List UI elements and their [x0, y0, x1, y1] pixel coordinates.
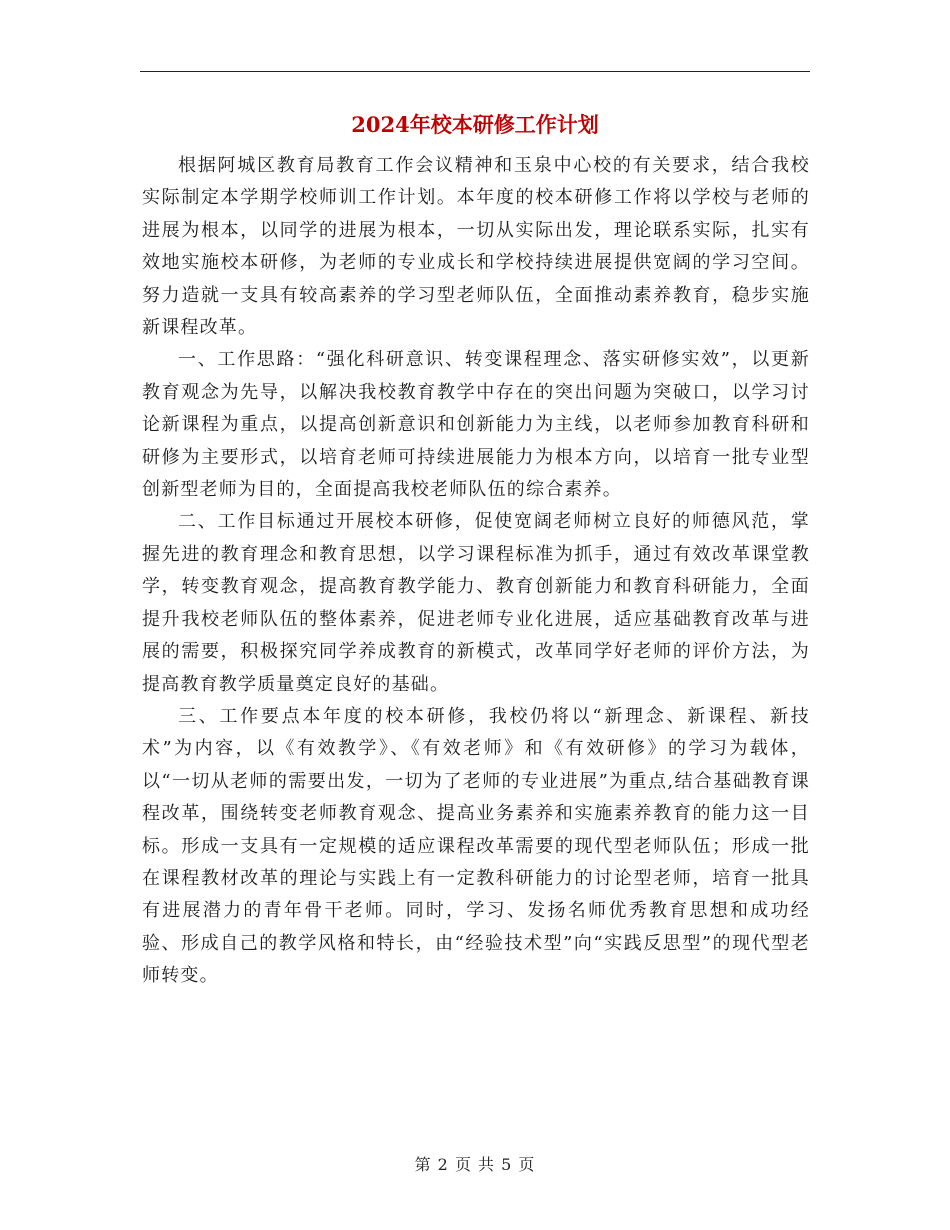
page-number: 第 2 页 共 5 页	[414, 1155, 536, 1174]
paragraph-work-goals: 二、工作目标通过开展校本研修，促使宽阔老师树立良好的师德风范，掌握先进的教育理念和教育思想，以学习课程标准为抓手，通过有效改革课堂教学，转变教育观念，提高教育教学能力、教育创新能力和教育科研能力，全面提升我校老师队伍的整体素养，促进老师专业化进展，适应基础教育改革与进展的需要，积极探究同学养成教育的新模式，改革同学好老师的评价方法，为提高教育教学质量奠定良好的基础。	[142, 511, 810, 695]
document-title: 2024年校本研修工作计划	[351, 112, 599, 137]
paragraph-intro: 根据阿城区教育局教育工作会议精神和玉泉中心校的有关要求，结合我校实际制定本学期学校师训工作计划。本年度的校本研修工作将以学校与老师的进展为根本，以同学的进展为根本，一切从实际出发，理论联系实际，扎实有效地实施校本研修，为老师的专业成长和学校持续进展提供宽阔的学习空间。努力造就一支具有较高素养的学习型老师队伍，全面推动素养教育，稳步实施新课程改革。	[142, 155, 810, 339]
paragraph-work-key-points: 三、工作要点本年度的校本研修，我校仍将以“新理念、新课程、新技术”为内容，以《有效教学》、《有效老师》和《有效研修》的学习为载体，以“一切从老师的需要出发，一切为了老师的专业进展”为重点,结合基础教育课程改革，围绕转变老师教育观念、提高业务素养和实施素养教育的能力这一目标。形成一支具有一定规模的适应课程改革需要的现代型老师队伍；形成一批在课程教材改革的理论与实践上有一定教科研能力的讨论型老师，培育一批具有进展潜力的青年骨干老师。同时，学习、发扬名师优秀教育思想和成功经验、形成自己的教学风格和特长，由“经验技术型”向“实践反思型”的现代型老师转变。	[142, 705, 810, 987]
paragraph-work-approach: 一、工作思路：“强化科研意识、转变课程理念、落实研修实效”，以更新教育观念为先导，以解决我校教育教学中存在的突出问题为突破口，以学习讨论新课程为重点，以提高创新意识和创新能力为主线，以老师参加教育科研和研修为主要形式，以培育老师可持续进展能力为根本方向，以培育一批专业型创新型老师为目的，全面提高我校老师队伍的综合素养。	[142, 349, 810, 501]
header-rule	[140, 71, 810, 72]
document-body	[142, 150, 810, 993]
